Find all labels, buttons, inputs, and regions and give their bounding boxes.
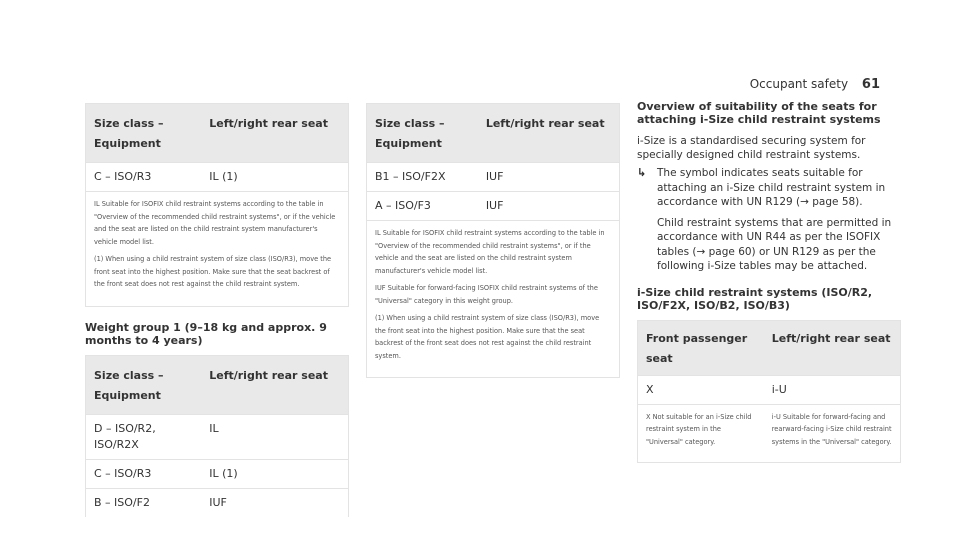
note-iuf: IUF Suitable for forward-facing ISOFIX child restraint systems of the "Universal" category in this weight group.: [375, 284, 598, 305]
header-size-class: Size class – Equipment: [86, 104, 202, 163]
note-il: IL Suitable for ISOFIX child restraint systems according to the table in "Overview of the recommended child restraint systems", or if the vehicle and the seat are listed on the child restraint system manufacturer's vehicle model list.: [375, 229, 605, 275]
cell-suitability: IL (1): [201, 459, 348, 488]
header-size-class: Size class – Equipment: [367, 104, 478, 163]
info-permitted-text: Child restraint systems that are permitted in accordance with UN R44 as per the ISOFIX tables (→ page 60) or UN R129 as per the following i-Size tables may be attached.: [657, 216, 892, 272]
note-1: (1) When using a child restraint system of size class (ISO/R3), move the front seat into the highest position. Make sure that the seat backrest of the front seat does not rest against the child restraint system.: [94, 255, 332, 288]
cell-size: D – ISO/R2, ISO/R2X: [86, 414, 202, 459]
table-row: [638, 404, 901, 463]
info-symbol-text: The symbol indicates seats suitable for attaching an i-Size child restraint system in accordance with UN R129 (→ page 58).: [657, 167, 886, 208]
table-row: [86, 414, 349, 459]
isize-info: [637, 166, 901, 280]
cell-suitability: IUF: [201, 488, 348, 517]
column-middle: [366, 103, 620, 378]
table-row: [86, 163, 349, 192]
section-title: Occupant safety: [749, 77, 849, 91]
isofix-table-continued: [366, 103, 620, 378]
cell-size: A – ISO/F3: [367, 192, 478, 221]
note-il: IL Suitable for ISOFIX child restraint systems according to the table in "Overview of the recommended child restraint systems", or if the vehicle and the seat are listed on the child restraint system manufacturer's vehicle model list.: [94, 200, 336, 246]
page-header: [750, 77, 880, 92]
isize-intro: i-Size is a standardised securing system for specially designed child restraint systems.: [637, 135, 866, 161]
cell-size: C – ISO/R3: [86, 459, 202, 488]
cell-size: B – ISO/F2: [86, 488, 202, 517]
cell-front: X: [638, 375, 764, 404]
weight-group-heading: Weight group 1 (9–18 kg and approx. 9 months to 4 years): [85, 320, 327, 347]
table-row: [86, 488, 349, 517]
child-seat-icon: ↳: [637, 166, 647, 179]
note-iu: i-U Suitable for forward-facing and rearward-facing i-Size child restraint systems in the "Universal" category.: [764, 404, 901, 463]
header-front-seat: Front passenger seat: [638, 320, 764, 375]
header-rear-seat: Left/right rear seat: [478, 104, 620, 163]
header-size-class: Size class – Equipment: [86, 355, 202, 414]
column-right: [637, 100, 901, 463]
isize-systems-heading: i-Size child restraint systems (ISO/R2, ISO/F2X, ISO/B2, ISO/B3): [637, 285, 873, 312]
cell-size: C – ISO/R3: [86, 163, 202, 192]
cell-suitability: IUF: [478, 192, 620, 221]
table-row: [86, 459, 349, 488]
isofix-table-group1: [85, 355, 349, 517]
cell-suitability: IUF: [478, 163, 620, 192]
cell-rear: i-U: [764, 375, 901, 404]
header-rear-seat: Left/right rear seat: [201, 355, 348, 414]
header-rear-seat: Left/right rear seat: [201, 104, 348, 163]
cell-suitability: IL (1): [201, 163, 348, 192]
suitability-heading: Overview of suitability of the seats for attaching i-Size child restraint systems: [637, 100, 881, 126]
note-x: X Not suitable for an i-Size child restraint system in the "Universal" category.: [638, 404, 764, 463]
isofix-table-group0: [85, 103, 349, 307]
cell-suitability: IL: [201, 414, 348, 459]
table-row: [367, 163, 620, 192]
page-number: 61: [861, 77, 880, 92]
isize-table: [637, 320, 901, 464]
table-row: [367, 192, 620, 221]
note-1: (1) When using a child restraint system of size class (ISO/R3), move the front seat into the highest position. Make sure that the seat backrest of the front seat does not rest against the child restraint system.: [375, 314, 600, 360]
column-left: [85, 103, 349, 517]
table-notes: [367, 221, 620, 378]
table-row: [638, 375, 901, 404]
header-rear-seat: Left/right rear seat: [764, 320, 901, 375]
table-notes: [86, 192, 349, 307]
cell-size: B1 – ISO/F2X: [367, 163, 478, 192]
